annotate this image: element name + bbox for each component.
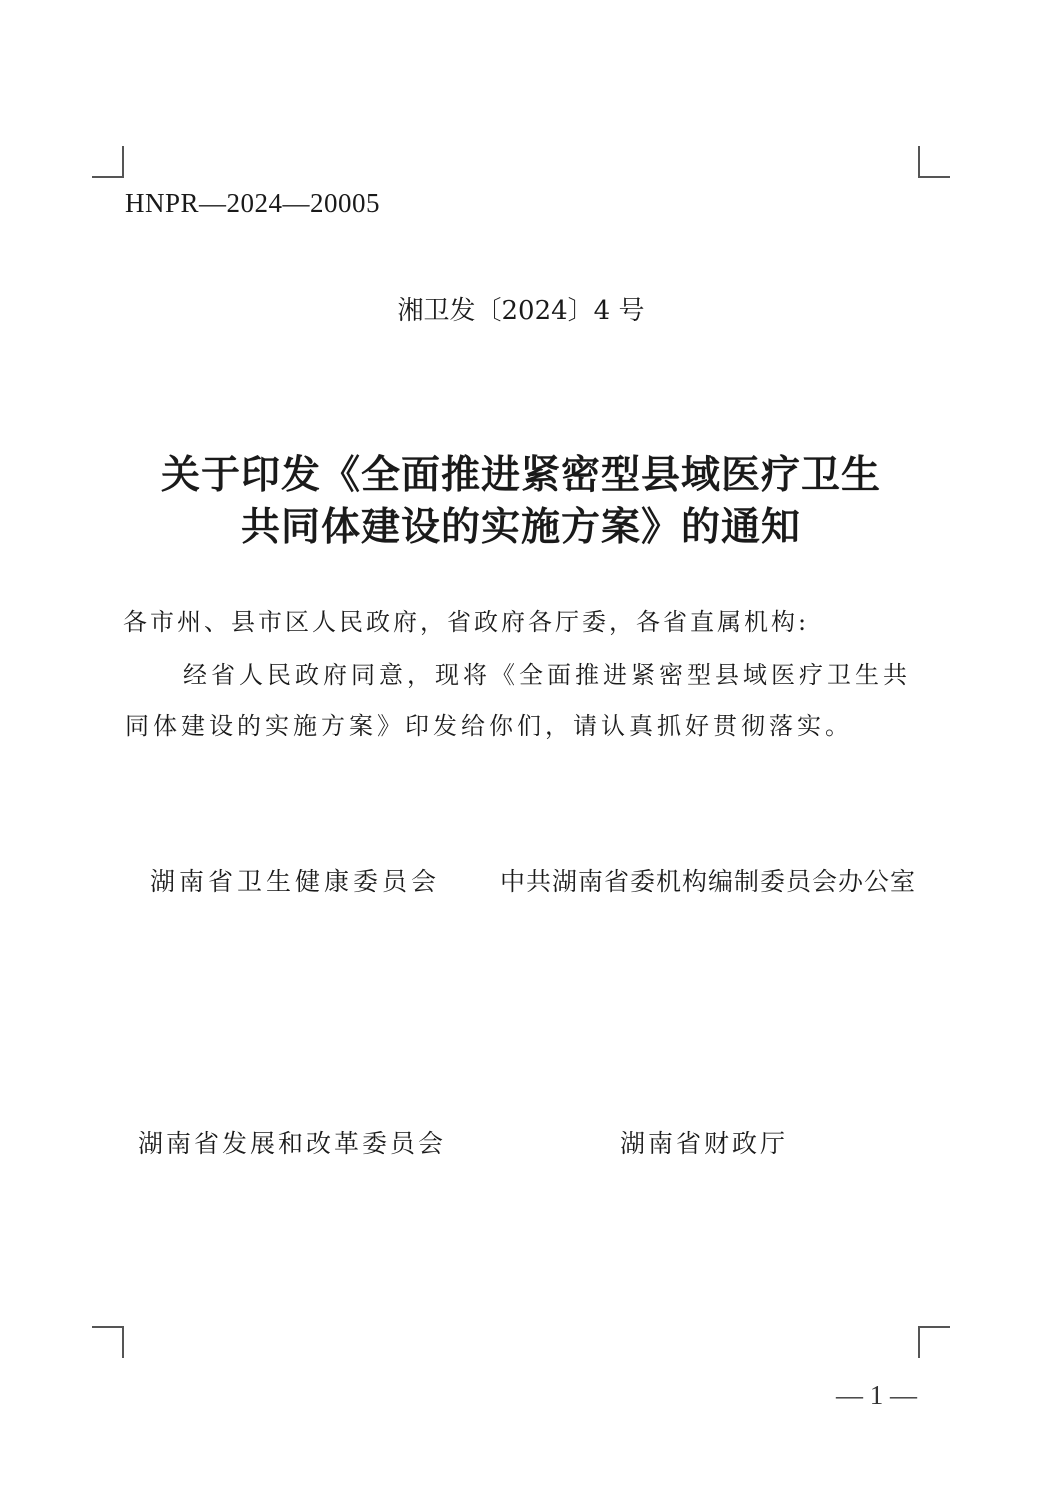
serial-number: HNPR—2024—20005: [125, 188, 381, 218]
signatory-staffing-office: 中共湖南省委机构编制委员会办公室: [500, 867, 917, 896]
document-number: 湘卫发〔2024〕4 号: [397, 296, 645, 326]
signatory-development-reform-commission: 湖南省发展和改革委员会: [138, 1129, 447, 1158]
body-text-line-2: 同体建设的实施方案》印发给你们，请认真抓好贯彻落实。: [125, 712, 853, 740]
addressee: 各市州、县市区人民政府，省政府各厅委，各省直属机构:: [123, 608, 810, 636]
signatory-health-commission: 湖南省卫生健康委员会: [150, 867, 441, 896]
document-title-line-1: 关于印发《全面推进紧密型县域医疗卫生: [160, 452, 881, 498]
signatory-finance-department: 湖南省财政厅: [620, 1129, 789, 1158]
body-text-line-1: 经省人民政府同意，现将《全面推进紧密型县域医疗卫生共: [183, 661, 911, 689]
page-number: — 1 —: [836, 1380, 917, 1410]
document-title-line-2: 共同体建设的实施方案》的通知: [240, 504, 801, 550]
